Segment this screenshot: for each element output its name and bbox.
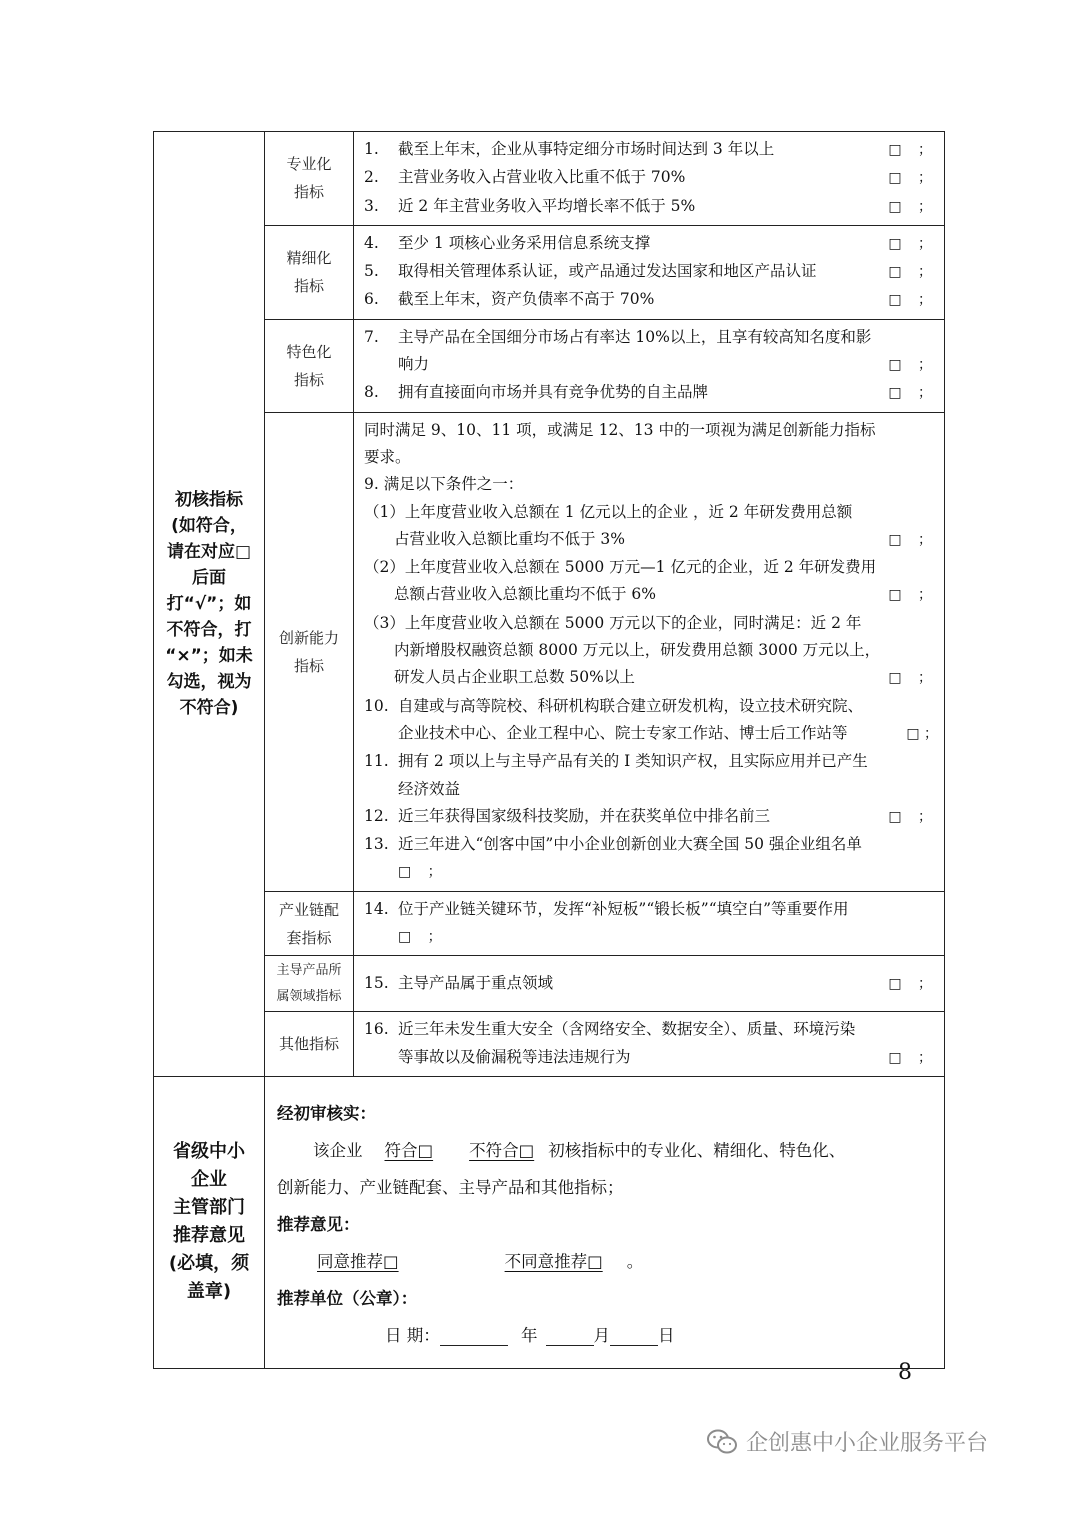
indicator-item-continued bbox=[364, 923, 938, 951]
indicator-item: 4. 至少 1 项核心业务采用信息系统支撑 □ ； bbox=[364, 230, 938, 258]
condition-item-continued: 占营业收入总额比重均不低于 3% □ ； bbox=[364, 526, 938, 554]
condition-item: （3）上年度营业收入总额在 5000 万元以下的企业，同时满足：近 2 年 bbox=[364, 613, 862, 632]
category-items-innovation bbox=[354, 412, 945, 891]
option-disagree[interactable]: 不同意推荐□ bbox=[504, 1251, 603, 1271]
wechat-icon bbox=[706, 1428, 738, 1456]
checkbox[interactable]: □ ； bbox=[888, 357, 938, 374]
indicator-item-continued: 经济效益 bbox=[398, 779, 461, 798]
indicator-item: 12. 近三年获得国家级科技奖励，并在获奖单位中排名前三 □ ； bbox=[364, 803, 938, 831]
month-blank[interactable] bbox=[546, 1323, 594, 1346]
category-row-product-field bbox=[154, 956, 945, 1012]
category-row-specialization bbox=[154, 132, 945, 226]
year-blank[interactable] bbox=[440, 1323, 508, 1346]
category-items-product-field bbox=[354, 956, 945, 1012]
indicator-item-continued: 企业技术中心、企业工程中心、院士专家工作站、博士后工作站等 □ ； bbox=[364, 720, 938, 748]
indicator-item: 7. 主导产品在全国细分市场占有率达 10%以上，且享有较高知名度和影 bbox=[364, 327, 872, 346]
date-line: 日 期： 年 月 日 bbox=[277, 1317, 932, 1354]
verify-title: 经初审核实： bbox=[277, 1103, 376, 1123]
indicator-item: 9. 满足以下条件之一： bbox=[364, 475, 524, 494]
checkbox[interactable]: □ ； bbox=[888, 292, 938, 309]
indicator-item: 16. 近三年未发生重大安全（含网络安全、数据安全）、质量、环境污染 bbox=[364, 1020, 856, 1039]
checkbox[interactable]: □ ； bbox=[888, 531, 938, 548]
condition-item-continued: 总额占营业收入总额比重均不低于 6% □ ； bbox=[364, 581, 938, 609]
category-items-industry-chain bbox=[354, 891, 945, 956]
indicator-item-continued: 等事故以及偷漏税等违法违规行为 □ ； bbox=[364, 1044, 938, 1072]
category-label-characteristic: 特色化 指标 bbox=[265, 319, 354, 412]
innovation-intro: 同时满足 9、10、11 项，或满足 12、13 中的一项视为满足创新能力指标 bbox=[364, 420, 876, 439]
category-items-specialization bbox=[354, 132, 945, 226]
option-agree[interactable]: 同意推荐□ bbox=[317, 1251, 399, 1271]
checkbox[interactable]: □ ； bbox=[888, 975, 938, 992]
recommend-title: 推荐意见： bbox=[277, 1214, 360, 1234]
checkbox[interactable]: □ ； bbox=[888, 142, 938, 158]
checkbox[interactable]: □ ； bbox=[888, 670, 938, 687]
category-label-refinement: 精细化 指标 bbox=[265, 225, 354, 319]
indicator-item: 8. 拥有直接面向市场并具有竞争优势的自主品牌 □ ； bbox=[364, 379, 938, 407]
indicator-item: 15. 主导产品属于重点领域 □ ； bbox=[364, 970, 938, 998]
checkbox[interactable]: □ ； bbox=[888, 1049, 938, 1066]
checkbox[interactable]: □ ； bbox=[398, 864, 448, 881]
category-label-innovation: 创新能力 指标 bbox=[265, 412, 354, 891]
indicator-item: 14. 位于产业链关键环节，发挥“补短板”“锻长板”“填空白”等重要作用 bbox=[364, 899, 849, 918]
verify-line: 该企业 符合□ 不符合□ 初核指标中的专业化、精细化、特色化、 bbox=[313, 1140, 846, 1160]
category-items-refinement bbox=[354, 225, 945, 319]
category-row-characteristic bbox=[154, 319, 945, 412]
indicator-item: 11. 拥有 2 项以上与主导产品有关的 I 类知识产权，且实际应用并已产生 bbox=[364, 752, 868, 771]
indicator-item: 13. 近三年进入“创客中国”中小企业创新创业大赛全国 50 强企业组名单 bbox=[364, 835, 862, 854]
indicator-item: 3. 近 2 年主营业务收入平均增长率不低于 5% □ ； bbox=[364, 193, 938, 221]
checkbox[interactable]: □ ； bbox=[888, 198, 938, 215]
category-row-industry-chain bbox=[154, 891, 945, 956]
initial-check-label: 初核指标 (如符合， 请在对应□ 后面 打“√”；如 不符合，打 “×”；如未 勾选，视为 不符合) bbox=[154, 132, 265, 1077]
category-label-specialization: 专业化 指标 bbox=[265, 132, 354, 226]
option-not-conform[interactable]: 不符合□ bbox=[469, 1140, 535, 1160]
category-label-product-field: 主导产品所 属领域指标 bbox=[265, 956, 354, 1012]
condition-item: （1）上年度营业收入总额在 1 亿元以上的企业 ，近 2 年研发费用总额 bbox=[364, 502, 853, 521]
checkbox[interactable]: □ ； bbox=[398, 929, 448, 946]
checkbox[interactable]: □ ； bbox=[906, 725, 938, 742]
indicator-item: 5. 取得相关管理体系认证，或产品通过发达国家和地区产品认证 □ ； bbox=[364, 258, 938, 286]
indicator-item: 6. 截至上年末，资产负债率不高于 70% □ ； bbox=[364, 286, 938, 314]
indicator-item-continued bbox=[364, 858, 938, 886]
category-items-other bbox=[354, 1012, 945, 1077]
indicator-item: 1. 截至上年末，企业从事特定细分市场时间达到 3 年以上 □ ； bbox=[364, 136, 938, 164]
category-items-characteristic bbox=[354, 319, 945, 412]
condition-item: （2）上年度营业收入总额在 5000 万元—1 亿元的企业，近 2 年研发费用 bbox=[364, 558, 877, 577]
indicator-item-continued: 响力 □ ； bbox=[364, 351, 938, 379]
watermark: 企创惠中小企业服务平台 bbox=[706, 1426, 988, 1457]
checkbox[interactable]: □ ； bbox=[888, 235, 938, 252]
indicator-item: 2. 主营业务收入占营业收入比重不低于 70% □ ； bbox=[364, 164, 938, 192]
evaluation-table bbox=[153, 131, 945, 1369]
recommend-options: 同意推荐□ 不同意推荐□ 。 bbox=[277, 1243, 932, 1280]
checkbox[interactable]: □ ； bbox=[888, 170, 938, 187]
page-number: 8 bbox=[898, 1360, 912, 1385]
category-label-other: 其他指标 bbox=[265, 1012, 354, 1077]
category-row-other bbox=[154, 1012, 945, 1077]
checkbox[interactable]: □ ； bbox=[888, 264, 938, 281]
checkbox[interactable]: □ ； bbox=[888, 385, 938, 402]
option-conform[interactable]: 符合□ bbox=[384, 1140, 434, 1160]
verify-line-continued: 创新能力、产业链配套、主导产品和其他指标； bbox=[277, 1177, 624, 1197]
checkbox[interactable]: □ ； bbox=[888, 587, 938, 604]
innovation-intro-continued: 要求。 bbox=[364, 447, 411, 466]
category-row-refinement bbox=[154, 225, 945, 319]
checkbox[interactable]: □ ； bbox=[888, 808, 938, 825]
indicator-item: 10. 自建或与高等院校、科研机构联合建立研发机构，设立技术研究院、 bbox=[364, 696, 864, 715]
review-row bbox=[154, 1076, 945, 1368]
condition-item-continued: 研发人员占企业职工总数 50%以上 □ ； bbox=[364, 664, 938, 692]
review-section-label: 省级中小 企业 主管部门 推荐意见 (必填，须 盖章) bbox=[154, 1076, 265, 1368]
review-content bbox=[265, 1076, 945, 1368]
category-label-industry-chain: 产业链配 套指标 bbox=[265, 891, 354, 956]
category-row-innovation bbox=[154, 412, 945, 891]
condition-item-continued: 内新增股权融资总额 8000 万元以上，研发费用总额 3000 万元以上， bbox=[394, 641, 881, 660]
day-blank[interactable] bbox=[610, 1323, 658, 1346]
unit-title: 推荐单位（公章）： bbox=[277, 1288, 418, 1308]
